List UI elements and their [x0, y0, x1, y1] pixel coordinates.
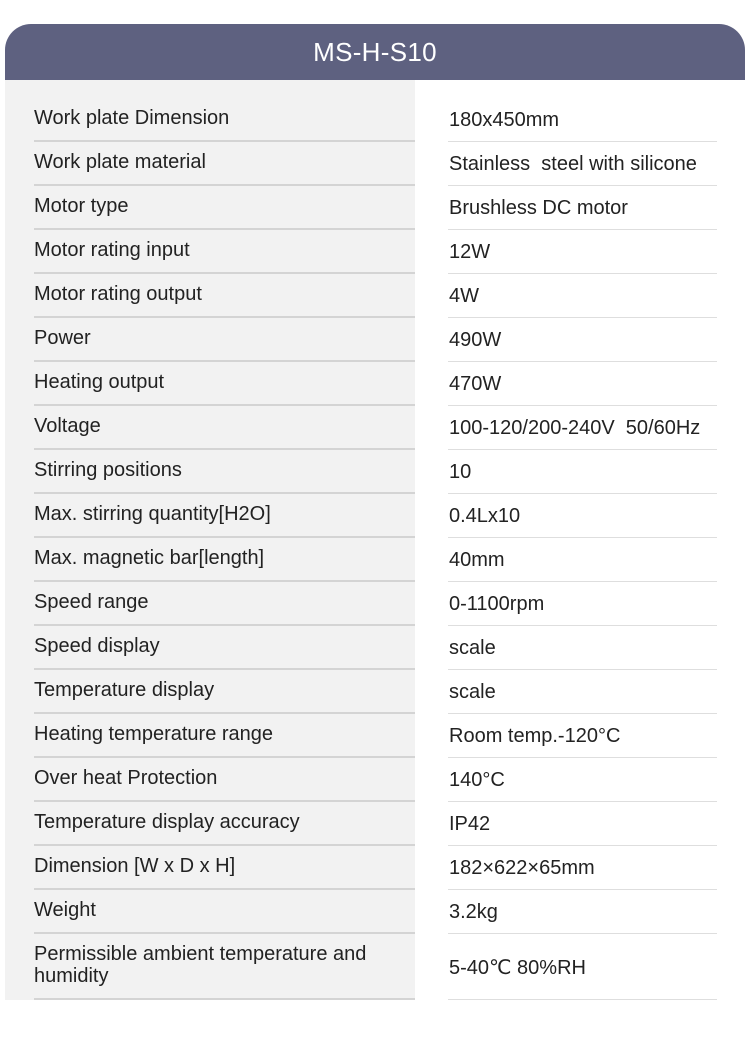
spec-row — [5, 626, 745, 670]
spec-label: Motor type — [34, 195, 129, 217]
spec-value: 180x450mm — [449, 108, 560, 131]
spec-label: Stirring positions — [34, 459, 182, 481]
spec-row — [5, 406, 745, 450]
spec-label: Work plate Dimension — [34, 107, 230, 129]
spec-label: Speed range — [34, 591, 149, 613]
spec-value: 100-120/200-240V 50/60Hz — [449, 416, 701, 439]
spec-label: Work plate material — [34, 151, 206, 173]
spec-label: Motor rating output — [34, 283, 202, 305]
spec-value: 0-1100rpm — [449, 592, 545, 615]
spec-row — [5, 802, 745, 846]
spec-value: 12W — [449, 240, 491, 263]
spec-label: Speed display — [34, 635, 160, 657]
spec-value: Brushless DC motor — [449, 196, 628, 219]
spec-label: Over heat Protection — [34, 767, 218, 789]
spec-label: Max. stirring quantity[H2O] — [34, 503, 271, 525]
spec-value: Room temp.-120°C — [449, 724, 621, 747]
spec-value: 182×622×65mm — [449, 856, 595, 879]
spec-label: Temperature display — [34, 679, 215, 701]
spec-row — [5, 934, 745, 1000]
spec-label: Permissible ambient temperature and humidity — [34, 943, 367, 987]
spec-row — [5, 450, 745, 494]
spec-row — [5, 98, 745, 142]
spec-value: 3.2kg — [449, 900, 498, 923]
spec-value: 40mm — [449, 548, 505, 571]
spec-value: scale — [449, 680, 496, 703]
spec-value: 470W — [449, 372, 502, 395]
spec-row — [5, 758, 745, 802]
spec-row — [5, 890, 745, 934]
row-divider — [448, 999, 717, 1000]
spec-value: 4W — [449, 284, 479, 307]
spec-row — [5, 538, 745, 582]
spec-value: Stainless steel with silicone — [449, 152, 697, 175]
spec-row — [5, 362, 745, 406]
spec-table — [5, 98, 745, 1000]
spec-label: Heating output — [34, 371, 165, 393]
spec-card — [5, 24, 745, 1000]
spec-row — [5, 494, 745, 538]
spec-label: Motor rating input — [34, 239, 190, 261]
spec-label: Temperature display accuracy — [34, 811, 300, 833]
spec-label: Dimension [W x D x H] — [34, 855, 236, 877]
spec-row — [5, 582, 745, 626]
spec-row — [5, 318, 745, 362]
spec-row — [5, 274, 745, 318]
spec-value: 140°C — [449, 768, 505, 791]
spec-value: 10 — [449, 460, 472, 483]
model-title: MS-H-S10 — [313, 36, 437, 67]
spec-value: scale — [449, 636, 496, 659]
spec-row — [5, 230, 745, 274]
spec-value: IP42 — [449, 812, 491, 835]
spec-row — [5, 142, 745, 186]
spec-label: Max. magnetic bar[length] — [34, 547, 265, 569]
spec-label: Heating temperature range — [34, 723, 274, 745]
row-divider — [34, 998, 415, 1000]
spec-value: 5-40℃ 80%RH — [449, 956, 586, 979]
spec-row — [5, 670, 745, 714]
spec-row — [5, 714, 745, 758]
model-header — [5, 24, 745, 80]
spec-row — [5, 846, 745, 890]
spec-label: Power — [34, 327, 91, 349]
spec-label: Weight — [34, 899, 96, 921]
spec-label: Voltage — [34, 415, 101, 437]
spec-value: 0.4Lx10 — [449, 504, 521, 527]
spec-value: 490W — [449, 328, 502, 351]
spec-row — [5, 186, 745, 230]
